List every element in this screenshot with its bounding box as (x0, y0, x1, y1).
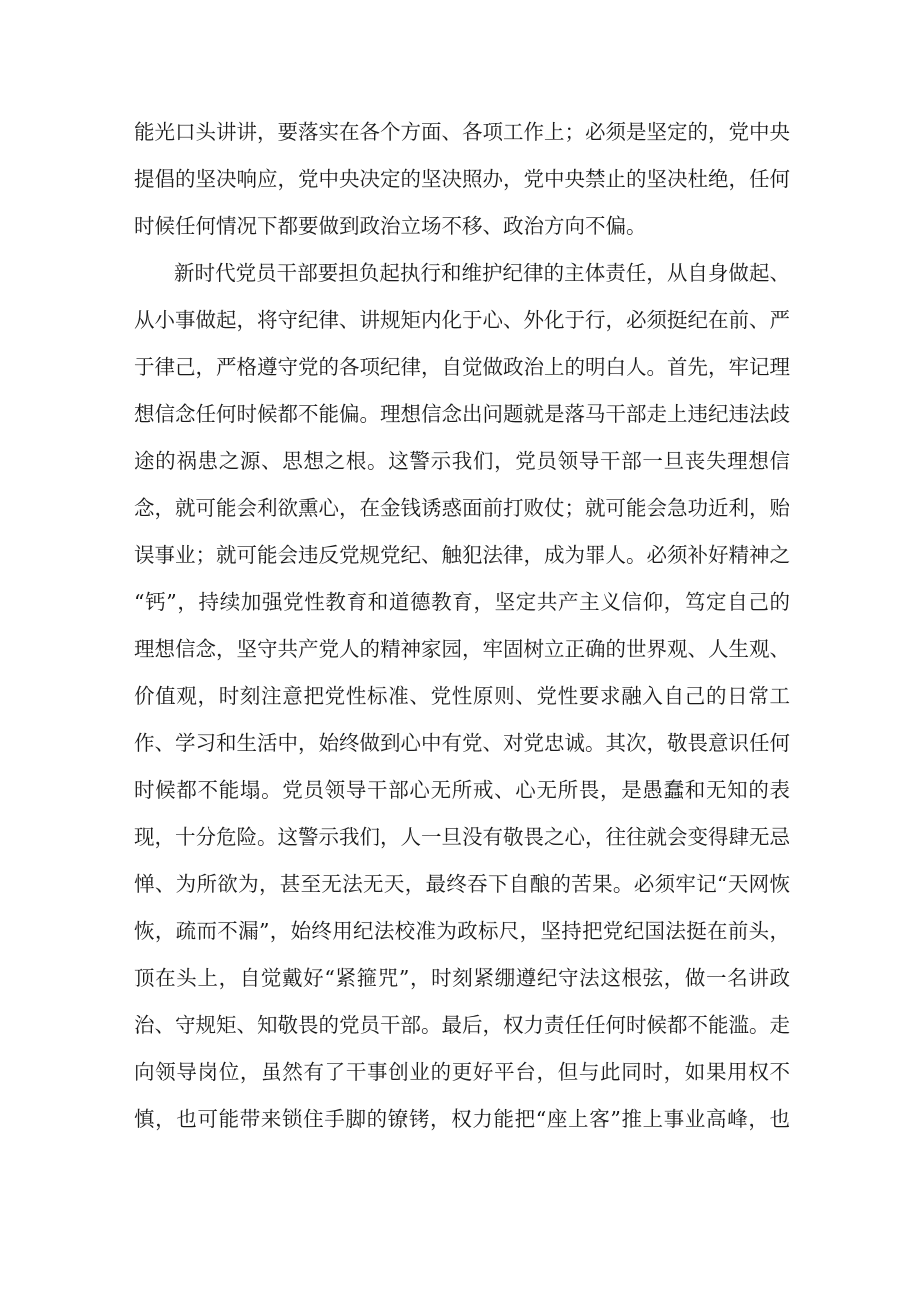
text-line: 从小事做起，将守纪律、讲规矩内化于心、外化于行，必须挺纪在前、严 (134, 308, 790, 332)
text-line: 理想信念，坚守共产党人的精神家园，牢固树立正确的世界观、人生观、 (134, 637, 790, 661)
text-line: 作、学习和生活中，始终做到心中有党、对党忠诚。其次，敬畏意识任何 (134, 731, 790, 755)
text-line: 现，十分危险。这警示我们，人一旦没有敬畏之心，往往就会变得肆无忌 (134, 825, 790, 849)
text-line: 于律己，严格遵守党的各项纪律，自觉做政治上的明白人。首先，牢记理 (134, 355, 790, 379)
text-line: 提倡的坚决响应，党中央决定的坚决照办，党中央禁止的坚决杜绝，任何 (134, 167, 790, 191)
text-line: “钙”，持续加强党性教育和道德教育，坚定共产主义信仰，笃定自己的 (134, 590, 790, 614)
text-line: 新时代党员干部要担负起执行和维护纪律的主体责任，从自身做起、 (174, 261, 790, 285)
text-line: 价值观，时刻注意把党性标准、党性原则、党性要求融入自己的日常工 (134, 684, 790, 708)
text-line: 时候任何情况下都要做到政治立场不移、政治方向不偏。 (134, 214, 647, 238)
text-line: 慎，也可能带来锁住手脚的镣铐，权力能把“座上客”推上事业高峰，也 (134, 1107, 790, 1131)
text-line: 时候都不能塌。党员领导干部心无所戒、心无所畏，是愚蠢和无知的表 (134, 778, 790, 802)
text-line: 念，就可能会利欲熏心，在金钱诱惑面前打败仗；就可能会急功近利，贻 (134, 496, 790, 520)
text-line: 向领导岗位，虽然有了干事创业的更好平台，但与此同时，如果用权不 (134, 1060, 790, 1084)
text-line: 恢，疏而不漏”，始终用纪法校准为政标尺，坚持把党纪国法挺在前头， (134, 919, 790, 943)
text-line: 治、守规矩、知敬畏的党员干部。最后，权力责任任何时候都不能滥。走 (134, 1013, 790, 1037)
text-line: 误事业；就可能会违反党规党纪、触犯法律，成为罪人。必须补好精神之 (134, 543, 790, 567)
text-line: 想信念任何时候都不能偏。理想信念出问题就是落马干部走上违纪违法歧 (134, 402, 790, 426)
text-line: 能光口头讲讲，要落实在各个方面、各项工作上；必须是坚定的，党中央 (134, 120, 790, 144)
text-line: 惮、为所欲为，甚至无法无天，最终吞下自酿的苦果。必须牢记“天网恢 (134, 872, 790, 896)
text-line: 途的祸患之源、思想之根。这警示我们，党员领导干部一旦丧失理想信 (134, 449, 790, 473)
text-line: 顶在头上，自觉戴好“紧箍咒”，时刻紧绷遵纪守法这根弦，做一名讲政 (134, 966, 790, 990)
